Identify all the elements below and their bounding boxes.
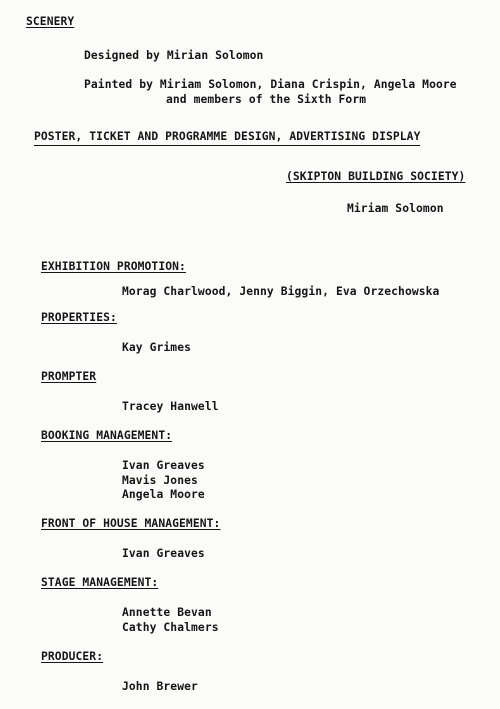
- properties-name: Kay Grimes: [122, 341, 192, 354]
- poster-sponsor: (SKIPTON BUILDING SOCIETY): [286, 170, 466, 183]
- scenery-painted-line2: and members of the Sixth Form: [166, 93, 367, 106]
- booking-name-1: Ivan Greaves: [122, 459, 205, 472]
- properties-heading: PROPERTIES:: [41, 311, 117, 324]
- scenery-painted-line1: Painted by Miriam Solomon, Diana Crispin, Angela Moore: [84, 78, 457, 91]
- front-of-house-heading: FRONT OF HOUSE MANAGEMENT:: [41, 517, 221, 530]
- exhibition-heading: EXHIBITION PROMOTION:: [41, 260, 186, 273]
- prompter-heading: PROMPTER: [41, 370, 97, 383]
- scenery-heading: SCENERY: [26, 15, 75, 28]
- booking-name-2: Mavis Jones: [122, 474, 198, 487]
- prompter-name: Tracey Hanwell: [122, 400, 219, 413]
- stage-heading: STAGE MANAGEMENT:: [41, 576, 159, 589]
- stage-name-2: Cathy Chalmers: [122, 621, 219, 634]
- exhibition-names: Morag Charlwood, Jenny Biggin, Eva Orzechowska: [122, 285, 440, 298]
- stage-name-1: Annette Bevan: [122, 606, 212, 619]
- booking-heading: BOOKING MANAGEMENT:: [41, 429, 173, 442]
- front-of-house-name: Ivan Greaves: [122, 547, 205, 560]
- producer-heading: PRODUCER:: [41, 650, 104, 663]
- producer-name: John Brewer: [122, 680, 198, 693]
- poster-name: Miriam Solomon: [347, 202, 444, 215]
- poster-heading: POSTER, TICKET AND PROGRAMME DESIGN, ADVERTISING DISPLAY: [34, 130, 420, 146]
- booking-name-3: Angela Moore: [122, 488, 205, 501]
- scenery-designed: Designed by Mirian Solomon: [84, 49, 264, 62]
